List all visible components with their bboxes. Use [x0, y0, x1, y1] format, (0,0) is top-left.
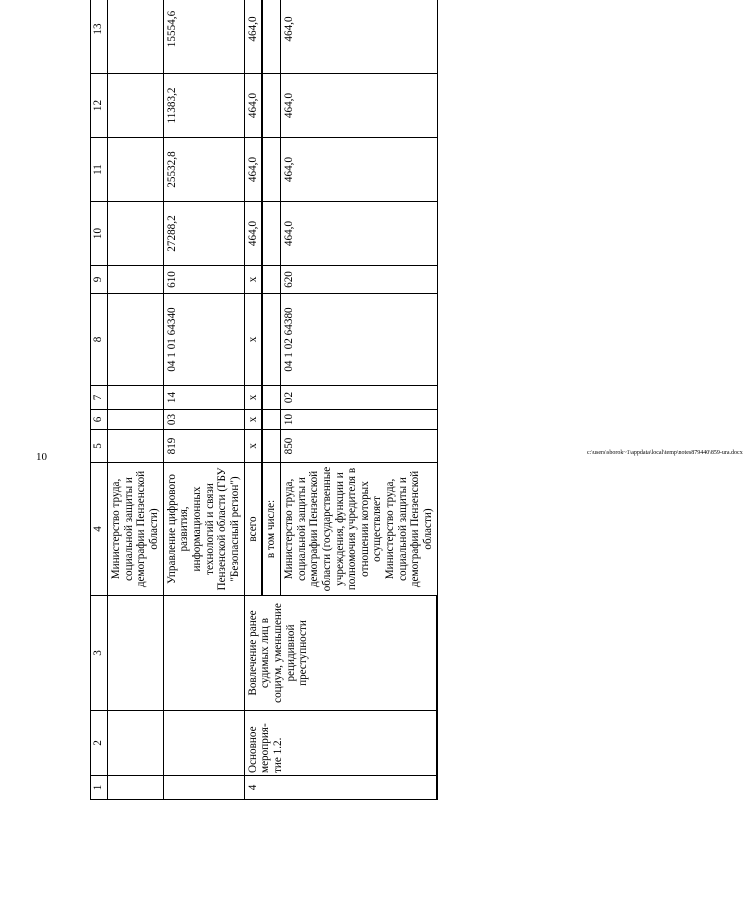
amount-cell: 464,0 — [280, 74, 437, 138]
code-cell: 819 — [163, 430, 244, 463]
amount-cell: 15554,6 — [163, 0, 244, 74]
amount-cell: 464,0 — [244, 202, 262, 266]
amount-cell: 464,0 — [244, 138, 262, 202]
executor-cell: Министерство труда, социальной защиты и демографии Пензенской области) — [108, 463, 164, 596]
amount-cell: 464,0 — [244, 0, 262, 74]
amount-cell: 27288,2 — [163, 202, 244, 266]
header-cell: 8 — [91, 294, 108, 386]
row-number-cell: 4 — [244, 776, 437, 800]
header-cell: 13 — [91, 0, 108, 74]
executor-cell: Министерство труда, социальной защиты и демографии Пензенской области (государственные учреждения, функции и полномочия учредителя в отношении которых осуществляет Министерство труда, социальной защиты и демографии Пензенской области) — [280, 463, 437, 596]
header-cell: 7 — [91, 386, 108, 410]
code-cell: x — [244, 266, 262, 294]
page-number: 10 — [36, 451, 47, 463]
description-cell: Вовлечение ранее судимых лиц в социум, уменьшение рецидивной преступности — [244, 596, 437, 711]
header-cell: 11 — [91, 138, 108, 202]
table-row — [108, 0, 164, 800]
header-row — [91, 0, 108, 800]
code-cell: x — [244, 294, 262, 386]
header-cell: 9 — [91, 266, 108, 294]
code-cell: 04 1 02 64380 — [280, 294, 437, 386]
header-cell: 5 — [91, 430, 108, 463]
footer-file-path: c:\users\sborok~1\appdata\local\temp\notes879440\859-ura.docx — [587, 450, 743, 456]
header-cell: 12 — [91, 74, 108, 138]
table-row — [244, 0, 262, 800]
code-cell: 10 — [280, 410, 437, 430]
budget-table — [90, 0, 438, 800]
measure-cell: Основное мероприя-тие 1.2. — [244, 711, 437, 776]
table-row — [163, 0, 244, 800]
code-cell: 850 — [280, 430, 437, 463]
code-cell: x — [244, 430, 262, 463]
header-cell: 1 — [91, 776, 108, 800]
header-cell: 10 — [91, 202, 108, 266]
amount-cell: 464,0 — [280, 0, 437, 74]
executor-cell: всего — [244, 463, 262, 596]
code-cell: 04 1 01 64340 — [163, 294, 244, 386]
amount-cell: 25532,8 — [163, 138, 244, 202]
amount-cell: 464,0 — [244, 74, 262, 138]
header-cell: 2 — [91, 711, 108, 776]
code-cell: 14 — [163, 386, 244, 410]
amount-cell: 464,0 — [280, 138, 437, 202]
code-cell: 02 — [280, 386, 437, 410]
code-cell: x — [244, 386, 262, 410]
amount-cell: 11383,2 — [163, 74, 244, 138]
code-cell: x — [244, 410, 262, 430]
executor-cell: Управление цифрового развития, информационных технологий и связи Пензенской области (ГБУ "Безопасный регион") — [163, 463, 244, 596]
executor-cell: в том числе: — [262, 463, 280, 596]
header-cell: 6 — [91, 410, 108, 430]
header-cell: 3 — [91, 596, 108, 711]
rotated-table-frame — [90, 10, 605, 800]
code-cell: 610 — [163, 266, 244, 294]
code-cell: 03 — [163, 410, 244, 430]
amount-cell: 464,0 — [280, 202, 437, 266]
header-cell: 4 — [91, 463, 108, 596]
table-wrapper — [90, 10, 605, 800]
code-cell: 620 — [280, 266, 437, 294]
